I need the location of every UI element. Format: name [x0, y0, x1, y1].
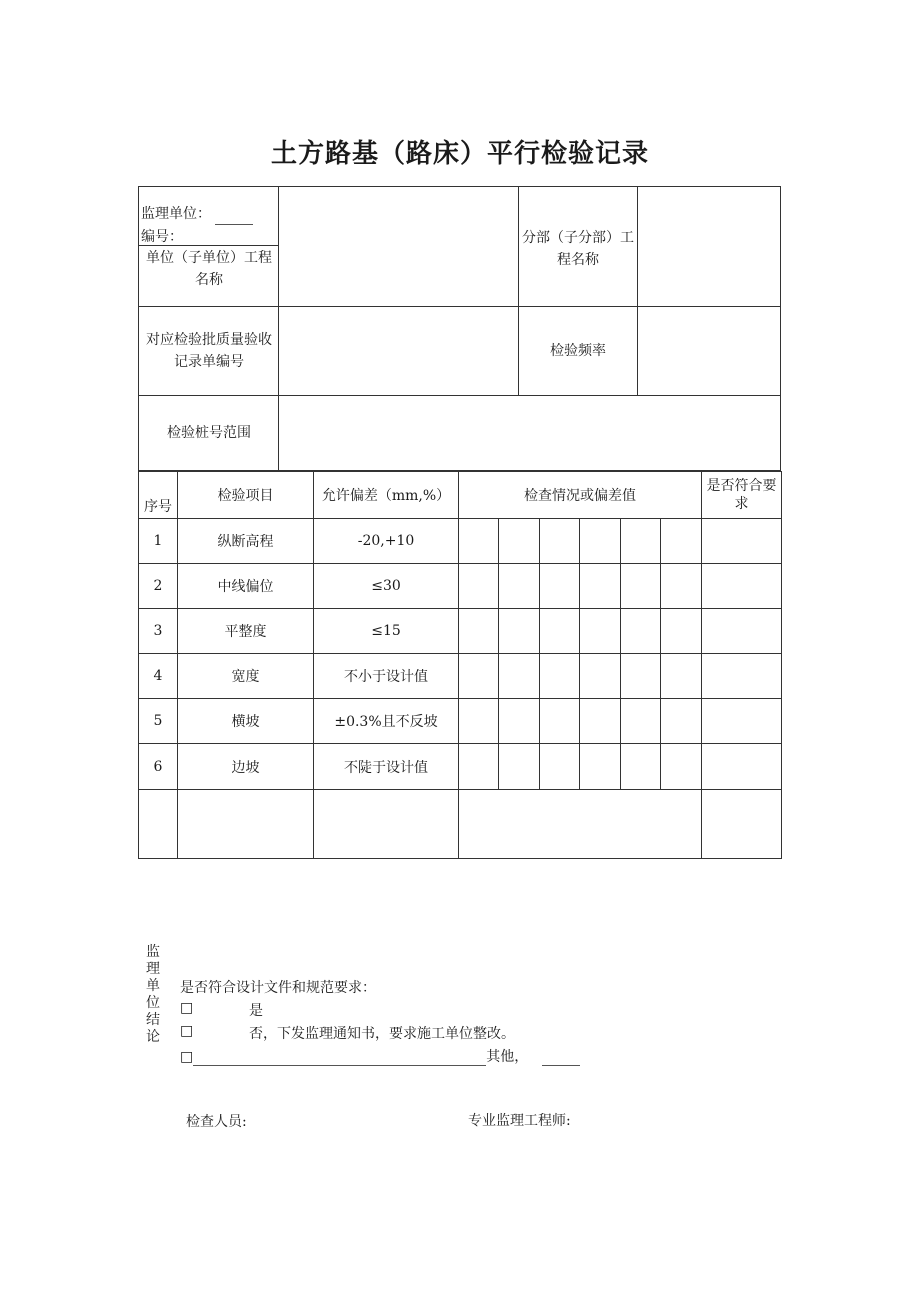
row-tolerance: ≤30 [314, 564, 459, 609]
option-no-row[interactable] [180, 1023, 515, 1042]
check-cell[interactable] [621, 744, 661, 790]
checkbox-icon[interactable]: □ [180, 1023, 194, 1039]
row-item: 宽度 [178, 654, 314, 699]
row-item: 纵断高程 [178, 519, 314, 564]
table-row [139, 699, 782, 744]
unit-project-value[interactable] [279, 187, 517, 305]
check-cell[interactable] [459, 699, 499, 744]
header-compliance: 是否符合要求 [702, 472, 782, 519]
check-cell[interactable] [621, 699, 661, 744]
frequency-label: 检验频率 [550, 343, 606, 359]
compliance-cell[interactable] [702, 744, 782, 790]
row-tolerance: -20,+10 [314, 519, 459, 564]
number-label: 编号： [141, 229, 183, 245]
supervisor-unit-blank[interactable] [215, 224, 253, 225]
checkbox-icon[interactable]: □ [180, 1000, 194, 1016]
sub-project-label: 分部（子分部）工程名称 [522, 230, 634, 268]
check-cell[interactable] [540, 609, 580, 654]
batch-record-label: 对应检验批质量验收记录单编号 [146, 332, 272, 370]
header-check: 检查情况或偏差值 [459, 472, 702, 519]
check-cell[interactable] [580, 744, 621, 790]
check-cell[interactable] [540, 654, 580, 699]
table-row [139, 609, 782, 654]
blank-cell[interactable] [178, 790, 314, 859]
station-range-label: 检验桩号范围 [167, 425, 251, 441]
check-cell[interactable] [661, 564, 702, 609]
row-seq: 6 [139, 744, 178, 790]
row-item: 横坡 [178, 699, 314, 744]
row-seq: 2 [139, 564, 178, 609]
blank-check-cell[interactable] [459, 790, 702, 859]
option-yes-label: 是 [249, 1003, 263, 1019]
check-cell[interactable] [580, 609, 621, 654]
compliance-cell[interactable] [702, 519, 782, 564]
inspection-table [138, 471, 782, 859]
check-cell[interactable] [499, 699, 540, 744]
row-item: 中线偏位 [178, 564, 314, 609]
conclusion-side-label: 监理单位结论 [146, 944, 160, 1045]
check-cell[interactable] [661, 744, 702, 790]
check-cell[interactable] [580, 519, 621, 564]
check-cell[interactable] [661, 654, 702, 699]
table-row [139, 519, 782, 564]
option-yes-row[interactable] [180, 1000, 263, 1019]
row-seq: 3 [139, 609, 178, 654]
unit-project-label: 单位（子单位）工程名称 [146, 250, 272, 288]
checkbox-icon[interactable]: □ [180, 1049, 194, 1065]
header-tolerance: 允许偏差（mm,%） [314, 472, 459, 519]
row-item: 边坡 [178, 744, 314, 790]
check-cell[interactable] [661, 699, 702, 744]
check-cell[interactable] [540, 744, 580, 790]
check-cell[interactable] [661, 609, 702, 654]
check-cell[interactable] [459, 609, 499, 654]
check-cell[interactable] [621, 564, 661, 609]
header-item: 检验项目 [178, 472, 314, 519]
check-cell[interactable] [621, 519, 661, 564]
row-seq: 5 [139, 699, 178, 744]
row-tolerance: 不陡于设计值 [314, 744, 459, 790]
table-row [139, 564, 782, 609]
row-item: 平整度 [178, 609, 314, 654]
table-row-blank [139, 790, 782, 859]
option-other-row[interactable] [180, 1046, 580, 1066]
conclusion-question: 是否符合设计文件和规范要求： [180, 980, 376, 996]
batch-record-value[interactable] [279, 307, 517, 394]
table-row [139, 654, 782, 699]
row-tolerance: ≤15 [314, 609, 459, 654]
inspector-label: 检查人员: [186, 1114, 247, 1130]
compliance-cell[interactable] [702, 564, 782, 609]
supervisor-unit-label: 监理单位： [141, 203, 276, 225]
compliance-cell[interactable] [702, 609, 782, 654]
compliance-cell[interactable] [702, 654, 782, 699]
option-other-label: 其他， [486, 1049, 529, 1065]
check-cell[interactable] [580, 699, 621, 744]
station-range-value[interactable] [279, 396, 779, 469]
check-cell[interactable] [580, 654, 621, 699]
page-title: 土方路基（路床）平行检验记录 [270, 139, 649, 169]
check-cell[interactable] [499, 564, 540, 609]
header-info-box [138, 186, 781, 471]
option-no-label: 否，下发监理通知书，要求施工单位整改。 [249, 1026, 515, 1042]
row-seq: 4 [139, 654, 178, 699]
check-cell[interactable] [661, 519, 702, 564]
check-cell[interactable] [499, 654, 540, 699]
frequency-value[interactable] [638, 307, 780, 394]
check-cell[interactable] [621, 609, 661, 654]
header-seq: 序号 [139, 472, 178, 519]
check-cell[interactable] [621, 654, 661, 699]
table-header-row [139, 472, 782, 519]
check-cell[interactable] [459, 519, 499, 564]
check-cell[interactable] [499, 519, 540, 564]
option-other-blank[interactable] [193, 1049, 486, 1066]
blank-cell[interactable] [314, 790, 459, 859]
table-row [139, 744, 782, 790]
check-cell[interactable] [459, 654, 499, 699]
check-cell[interactable] [540, 699, 580, 744]
option-other-blank-2[interactable] [542, 1049, 580, 1066]
blank-cell[interactable] [139, 790, 178, 859]
check-cell[interactable] [540, 564, 580, 609]
check-cell[interactable] [499, 609, 540, 654]
blank-cell[interactable] [702, 790, 782, 859]
check-cell[interactable] [580, 564, 621, 609]
check-cell[interactable] [459, 744, 499, 790]
sub-project-value[interactable] [638, 187, 780, 305]
check-cell[interactable] [459, 564, 499, 609]
engineer-label: 专业监理工程师: [468, 1113, 571, 1129]
check-cell[interactable] [499, 744, 540, 790]
compliance-cell[interactable] [702, 699, 782, 744]
row-tolerance: ±0.3%且不反坡 [314, 699, 459, 744]
check-cell[interactable] [540, 519, 580, 564]
row-seq: 1 [139, 519, 178, 564]
row-tolerance: 不小于设计值 [314, 654, 459, 699]
